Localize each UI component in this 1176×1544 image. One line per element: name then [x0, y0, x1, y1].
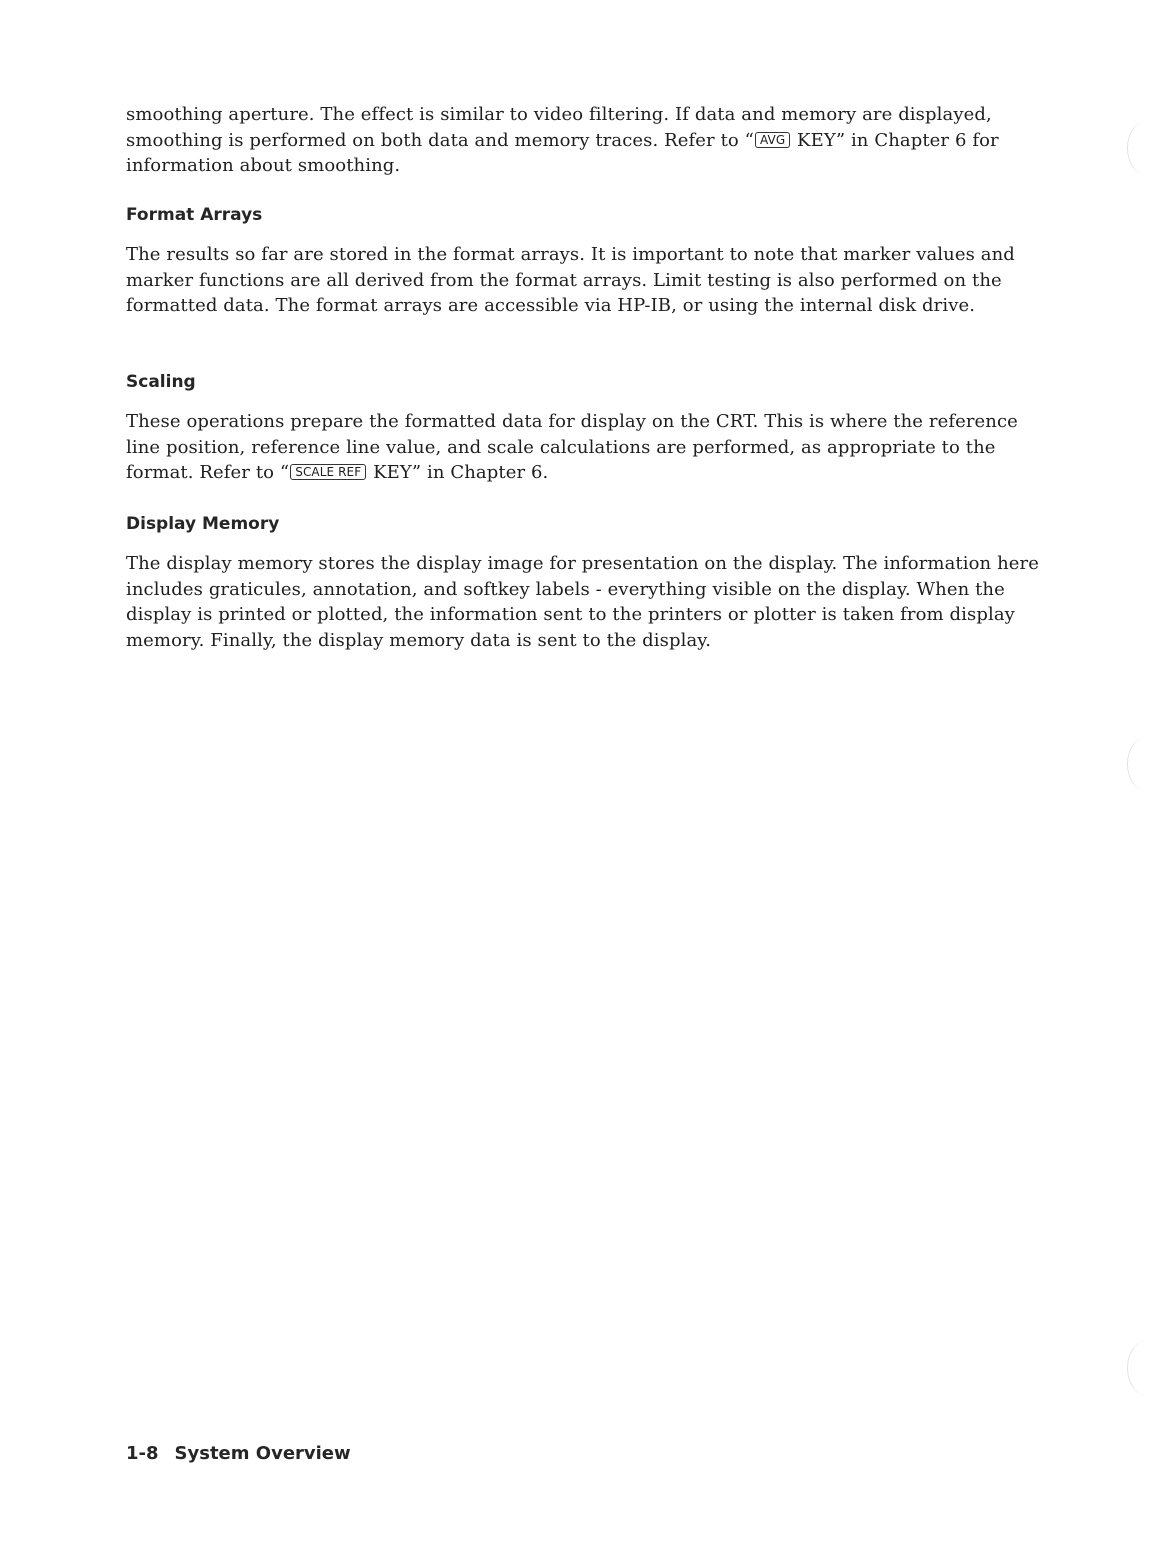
format-arrays-heading: Format Arrays: [126, 205, 263, 225]
display-memory-heading: Display Memory: [126, 514, 280, 534]
format-arrays-section: [126, 205, 1046, 225]
intro-text-start: smoothing aperture. The effect is similar to video filtering. If data and memory are displayed, smoothing is performed on both data and memory traces. Refer to “: [126, 104, 992, 151]
format-arrays-body: [126, 242, 1046, 319]
scaling-heading: Scaling: [126, 372, 196, 392]
scaling-paragraph: [126, 409, 1046, 486]
display-memory-paragraph: The display memory stores the display image for presentation on the display. The information here includes graticules, annotation, and softkey labels - everything visible on the display. When the display is printed or plotted, the information sent to the printers or plotter is taken from display memory. Finally, the display memory data is sent to the display.: [126, 553, 1039, 651]
display-memory-body: [126, 551, 1046, 653]
page-number: 1-8: [126, 1443, 159, 1464]
scaling-body: [126, 409, 1046, 486]
intro-paragraph: [126, 102, 1046, 179]
punch-hole-mark: [1127, 736, 1168, 792]
format-arrays-paragraph: The results so far are stored in the format arrays. It is important to note that marker values and marker functions are all derived from the format arrays. Limit testing is also performed on the formatted data. The format arrays are accessible via HP-IB, or using the internal disk drive.: [126, 244, 1015, 316]
page-footer: [126, 1443, 351, 1464]
intro-text-end: KEY” in Chapter 6 for information about smoothing.: [126, 129, 999, 176]
scale-ref-key-label: SCALE REF: [290, 464, 366, 480]
punch-hole-mark: [1127, 1340, 1168, 1396]
display-memory-section: [126, 514, 1046, 534]
avg-key-label: AVG: [755, 132, 790, 148]
punch-hole-mark: [1127, 120, 1168, 176]
scaling-text-end: KEY” in Chapter 6.: [367, 462, 549, 483]
scaling-text-start: These operations prepare the formatted data for display on the CRT. This is where the reference line position, reference line value, and scale calculations are performed, as appropriate to the format. Refer to “: [126, 411, 1018, 483]
intro-section: [126, 102, 1046, 179]
scaling-section: [126, 372, 1046, 392]
footer-section-title: System Overview: [174, 1443, 351, 1464]
